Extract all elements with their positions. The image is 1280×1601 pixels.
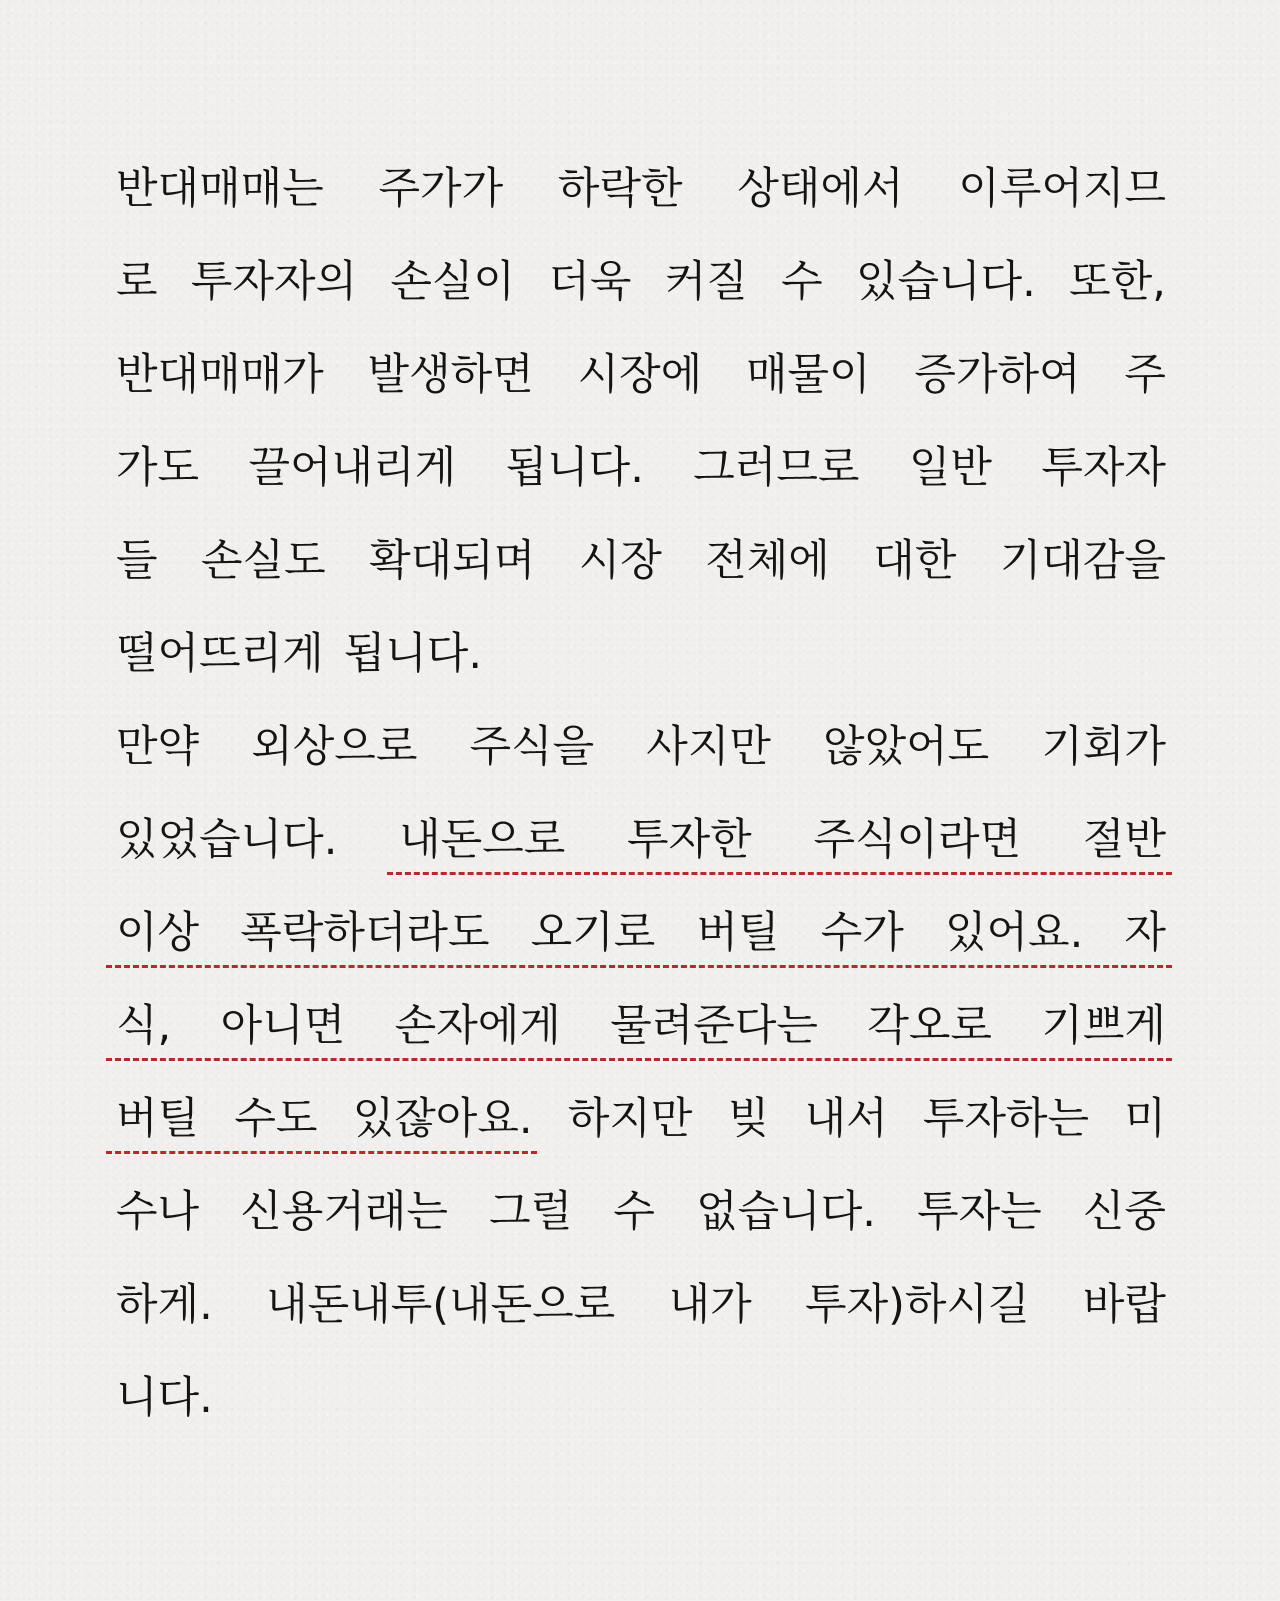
text-word: 발생하면 — [367, 350, 534, 400]
text-word: 각오로 — [867, 1001, 992, 1051]
text-word: 주가가 — [378, 164, 504, 214]
text-line — [116, 1267, 1166, 1360]
text-word: 물려준다는 — [610, 1001, 818, 1051]
text-word: 내돈으로 — [399, 815, 566, 865]
text-word: 전체에 — [705, 536, 830, 586]
text-word: 내서 — [804, 1094, 888, 1144]
text-line — [116, 244, 1166, 337]
text-word: 됩니다. — [343, 629, 482, 679]
text-word: 대한 — [873, 536, 957, 586]
text-word: 하지만 — [567, 1094, 693, 1144]
text-word: 있었습니다. — [116, 815, 338, 865]
text-word: 미 — [1124, 1094, 1166, 1144]
text-word: 확대되며 — [369, 536, 536, 586]
text-line — [116, 1081, 1166, 1174]
text-word: 오기로 — [530, 908, 656, 958]
text-line — [116, 523, 1166, 616]
text-word: 수가 — [820, 908, 904, 958]
text-word: 상태에서 — [737, 164, 904, 214]
text-word: 일반 — [908, 443, 992, 493]
text-word: 않았어도 — [823, 722, 990, 772]
text-word: 반대매매가 — [116, 350, 324, 400]
text-word: 증가하여 — [914, 350, 1081, 400]
text-word: 있잖아요. — [352, 1094, 533, 1144]
text-line — [116, 988, 1166, 1081]
text-word: 내가 — [668, 1280, 752, 1330]
text-word: 버틸 — [116, 1094, 200, 1144]
text-word: 외상으로 — [251, 722, 418, 772]
text-word: 신중 — [1082, 1187, 1166, 1237]
text-word: 바랍 — [1082, 1280, 1166, 1330]
highlight-underline — [387, 872, 1172, 875]
text-word: 끌어내리게 — [248, 443, 457, 493]
text-line — [116, 895, 1166, 988]
text-line — [116, 709, 1166, 802]
text-word: 손자에게 — [394, 1001, 561, 1051]
text-word: 시장에 — [577, 350, 703, 400]
text-word: 폭락하더라도 — [240, 908, 490, 958]
highlight-underline — [106, 1151, 537, 1154]
text-line — [116, 616, 1166, 709]
text-word: 주식이라면 — [813, 815, 1022, 865]
text-word: 있습니다. — [856, 257, 1036, 307]
body-text — [116, 151, 1166, 1453]
highlight-underline — [106, 1058, 1172, 1061]
text-line — [116, 802, 1166, 895]
text-word: 버틸 — [696, 908, 780, 958]
text-word: 가도 — [116, 443, 200, 493]
text-word: 기대감을 — [999, 536, 1166, 586]
text-word: 내돈내투(내돈으로 — [266, 1280, 616, 1330]
highlight-underline — [106, 965, 1172, 968]
text-line — [116, 430, 1166, 523]
text-word: 투자한 — [627, 815, 752, 865]
text-word: 그럴 — [489, 1187, 573, 1237]
text-word: 만약 — [116, 722, 200, 772]
text-word: 수나 — [116, 1187, 200, 1237]
text-word: 빚 — [727, 1094, 770, 1144]
text-word: 투자)하시길 — [805, 1280, 1030, 1330]
text-word: 떨어뜨리게 — [116, 629, 324, 679]
text-word: 하게. — [116, 1280, 213, 1330]
text-word: 신용거래는 — [240, 1187, 448, 1237]
text-word: 더욱 — [548, 257, 632, 307]
text-word: 투자하는 — [922, 1094, 1090, 1144]
text-word: 됩니다. — [505, 443, 644, 493]
text-word: 없습니다. — [696, 1187, 876, 1237]
text-word: 수 — [613, 1187, 655, 1237]
text-word: 자 — [1124, 908, 1166, 958]
text-word: 아니면 — [220, 1001, 346, 1051]
text-word: 기회가 — [1041, 722, 1166, 772]
text-line — [116, 1360, 1166, 1453]
text-word: 손실이 — [390, 257, 515, 307]
text-word: 기쁘게 — [1041, 1001, 1166, 1051]
text-word: 들 — [116, 536, 158, 586]
text-word: 있어요. — [944, 908, 1084, 958]
text-word: 투자자 — [1041, 443, 1166, 493]
text-word: 이상 — [116, 908, 200, 958]
text-word: 손실도 — [201, 536, 326, 586]
text-word: 매물이 — [745, 350, 871, 400]
text-word: 반대매매는 — [116, 164, 324, 214]
text-word: 니다. — [116, 1373, 213, 1423]
text-line — [116, 151, 1166, 244]
text-word: 로 — [116, 257, 158, 307]
text-word: 수도 — [234, 1094, 318, 1144]
text-line — [116, 1174, 1166, 1267]
text-line — [116, 337, 1166, 430]
text-word: 이루어지므 — [958, 164, 1166, 214]
text-word: 커질 — [664, 257, 748, 307]
text-word: 하락한 — [557, 164, 683, 214]
text-word: 절반 — [1082, 815, 1166, 865]
text-word: 사지만 — [646, 722, 771, 772]
text-word: 주식을 — [469, 722, 595, 772]
text-word: 식, — [116, 1001, 172, 1051]
text-word: 그러므로 — [693, 443, 860, 493]
text-word: 주 — [1124, 350, 1166, 400]
text-word: 투자자의 — [190, 257, 358, 307]
text-word: 시장 — [578, 536, 662, 586]
text-word: 투자는 — [917, 1187, 1042, 1237]
text-word: 수 — [781, 257, 823, 307]
text-word: 또한, — [1069, 257, 1166, 307]
